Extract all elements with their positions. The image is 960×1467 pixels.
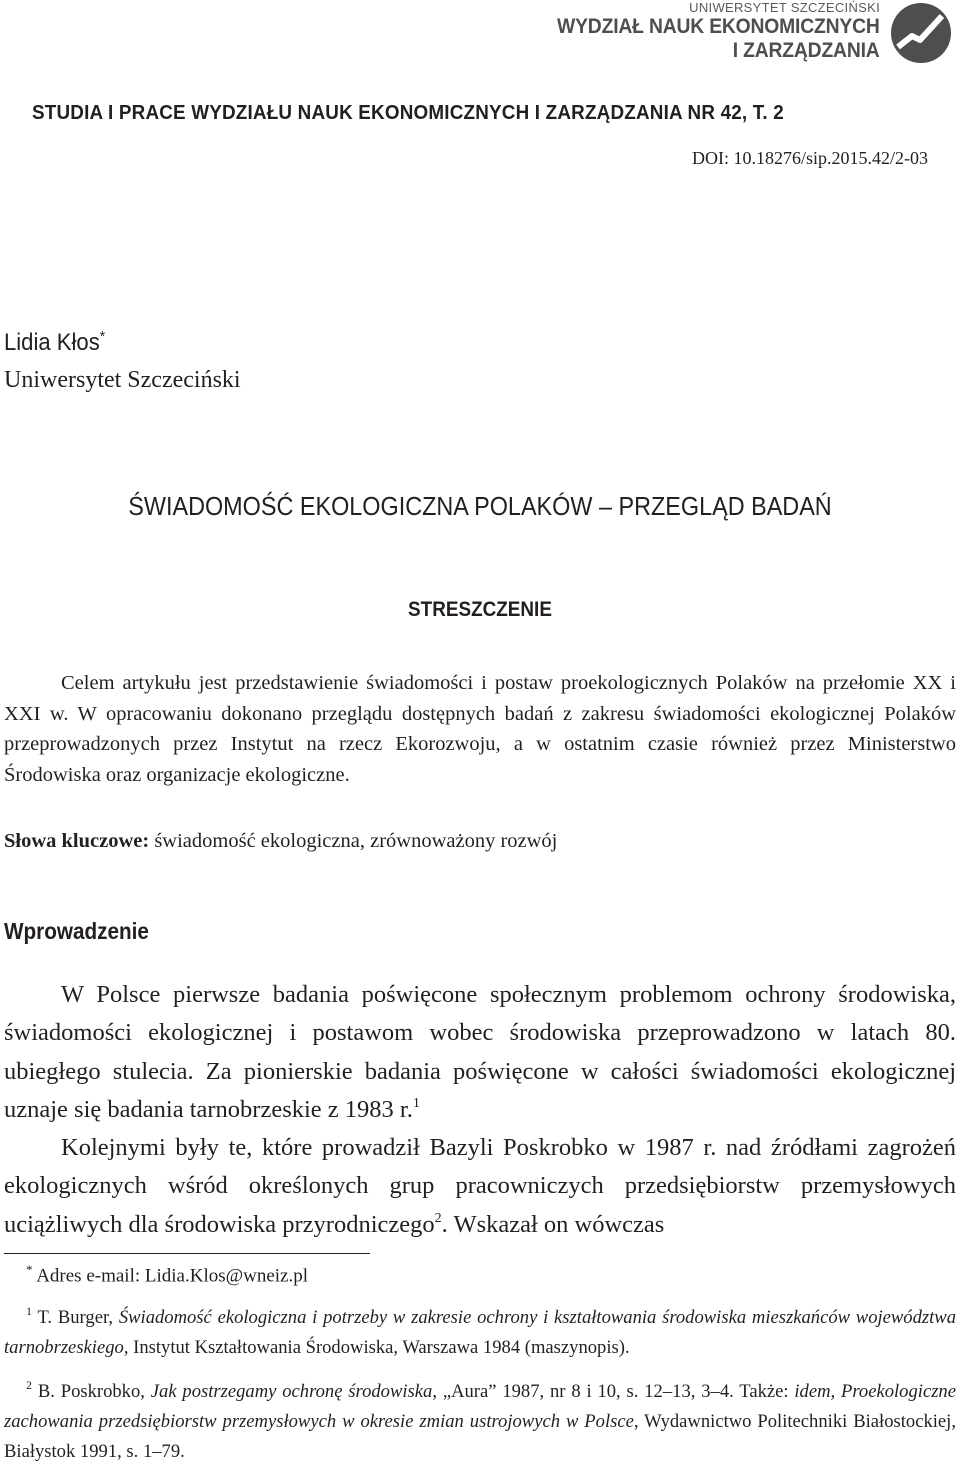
doi: DOI: 10.18276/sip.2015.42/2-03 [692,148,928,168]
logo-faculty-line1: WYDZIAŁ NAUK EKONOMICZNYCH [557,15,880,38]
paragraph [4,1129,956,1244]
body-text [4,976,956,1244]
paragraph-text: . Wskazał on wówczas [441,1210,665,1238]
university-logo [532,0,952,70]
footnote-ref: 2 [434,1210,442,1226]
footnote-number: 2 [26,1378,32,1392]
author-name [4,328,105,357]
paragraph [4,976,956,1129]
footnote-marker: * [26,1262,33,1277]
footnote-text: T. Burger, [37,1307,119,1328]
author-footnote-marker: * [99,328,106,345]
author-affiliation: Uniwersytet Szczeciński [4,367,241,393]
logo-university-name: UNIWERSYTET SZCZECIŃSKI [689,0,880,15]
keywords-label: Słowa kluczowe: [4,830,150,852]
footnote-title: Jak postrzegamy ochronę środowiska [150,1381,433,1402]
abstract-text: Celem artykułu jest przedstawienie świadomości i postaw proekologicznych Polaków na przełomie XX i XXI w. W opracowaniu dokonano przeglądu dostępnych badań z zakresu świadomości ekologicznej Polaków przeprowadzonych przez Instytut na rzecz Ekorozwoju, a w ostatnim czasie również przez Ministerstwo Środowiska oraz organizacje ekologiczne. [4,672,956,786]
footnote-divider [4,1253,370,1254]
logo-faculty-line2: I ZARZĄDZANIA [733,39,880,62]
paragraph-text: Kolejnymi były te, które prowadził Bazyli Poskrobko w 1987 r. nad źródłami zagrożeń ekologicznych wśród określonych grup pracowniczych przedsiębiorstw przemysłowych uciążliwych dla środowiska przyrodniczego [4,1134,956,1238]
journal-header: STUDIA I PRACE WYDZIAŁU NAUK EKONOMICZNYCH I ZARZĄDZANIA NR 42, T. 2 [32,101,784,124]
paragraph-text: W Polsce pierwsze badania poświęcone społecznym problemom ochrony środowiska, świadomości ekologicznej i postawom wobec środowiska przeprowadzono w latach 80. ubiegłego stulecia. Za pionierskie badania poświęcone w całości świadomości ekologicznej uznaje się badania tarnobrzeskie z 1983 r. [4,981,956,1123]
footnote-title: Świadomość ekologiczna i potrzeby w zakresie ochrony i kształtowania środowiska mieszkańców województwa tarnobrzeskiego [4,1307,957,1358]
rising-arrow-circle-icon [890,2,952,64]
footnote-text: , „Aura” 1987, nr 8 i 10, s. 12–13, 3–4. Także: [432,1381,795,1402]
author-name-text: Lidia Kłos [4,329,100,356]
footnote-email [26,1262,308,1287]
section-heading: Wprowadzenie [4,918,149,944]
footnote-text: , Instytut Kształtowania Środowiska, Warszawa 1984 (maszynopis). [123,1337,630,1358]
footnote-2 [4,1377,956,1467]
article-title: ŚWIADOMOŚĆ EKOLOGICZNA POLAKÓW – PRZEGLĄD BADAŃ [128,491,832,521]
footnote-text: , Wydawnictwo Politechniki Białostockiej, Białystok 1991, s. 1–79. [4,1411,956,1462]
footnote-title: idem, Proekologiczne zachowania przedsiębiorstw przemysłowych w okresie zmian ustrojowych w Polsce [4,1381,956,1432]
footnote-ref: 1 [412,1095,420,1111]
footnote-1 [4,1303,956,1363]
abstract-heading: STRESZCZENIE [408,598,552,621]
footnote-number: 1 [26,1304,32,1318]
keywords [4,830,557,853]
footnote-email-text: Adres e-mail: Lidia.Klos@wneiz.pl [36,1265,309,1287]
keywords-value: świadomość ekologiczna, zrównoważony rozwój [154,830,558,852]
footnote-text: B. Poskrobko, [37,1381,151,1402]
